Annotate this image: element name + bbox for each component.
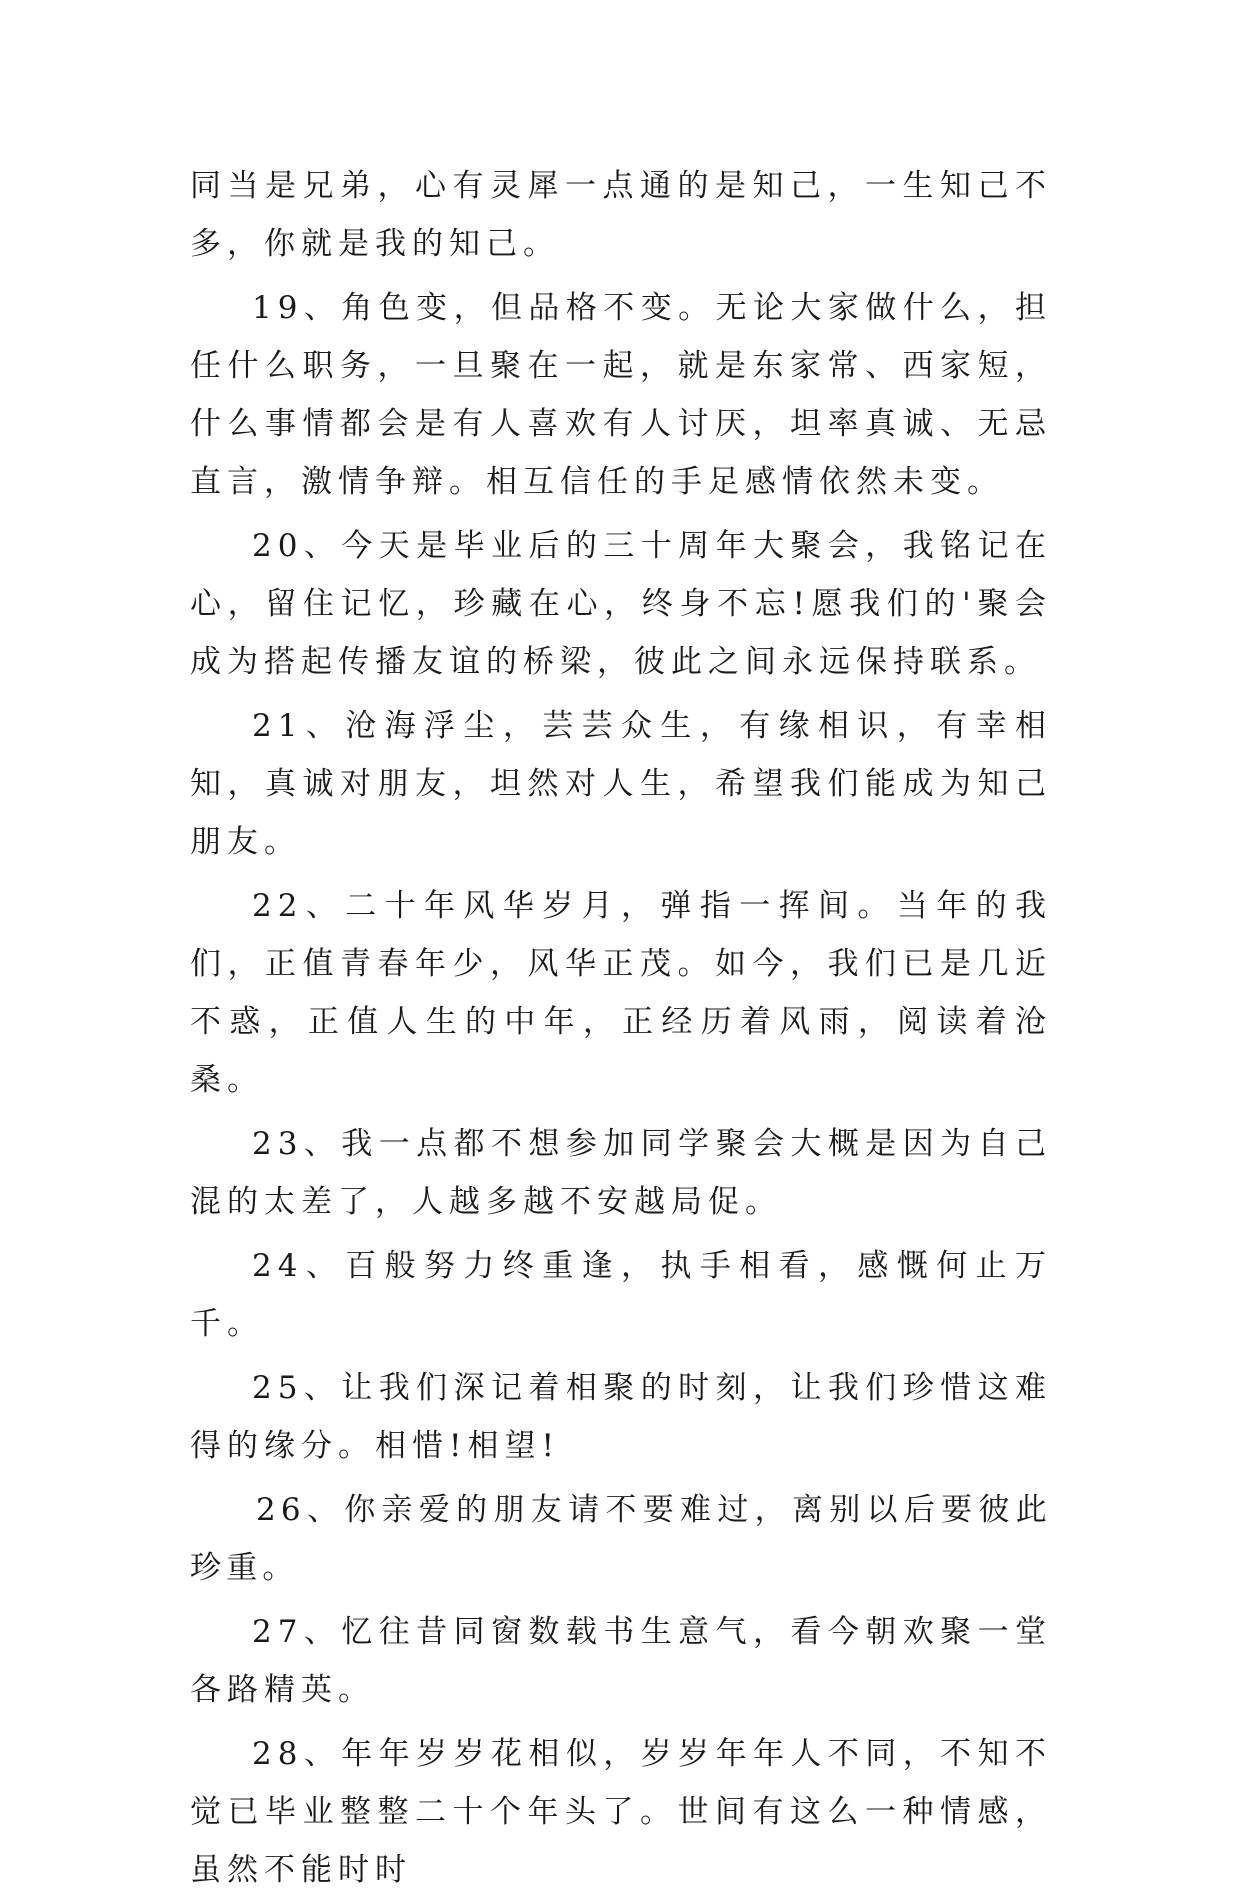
paragraph-28: 28、年年岁岁花相似，岁岁年年人不同，不知不觉已毕业整整二十个年头了。世间有这么一种情感，虽然不能时时	[190, 1736, 1052, 1888]
paragraph-19: 19、角色变，但品格不变。无论大家做什么，担任什么职务，一旦聚在一起，就是东家常、西家短，什么事情都会是有人喜欢有人讨厌，坦率真诚、无忌直言，激情争辩。相互信任的手足感情依然未变。	[190, 290, 1052, 500]
document-body	[190, 157, 1052, 1899]
paragraph-continuation: 同当是兄弟，心有灵犀一点通的是知己，一生知己不多，你就是我的知己。	[190, 168, 1052, 262]
paragraph-24: 24、百般努力终重逢，执手相看，感慨何止万千。	[190, 1248, 1052, 1342]
paragraph-21: 21、沧海浮尘，芸芸众生，有缘相识，有幸相知，真诚对朋友，坦然对人生，希望我们能成为知己朋友。	[190, 708, 1052, 860]
paragraph-20: 20、今天是毕业后的三十周年大聚会，我铭记在心，留住记忆，珍藏在心，终身不忘!愿我们的'聚会成为搭起传播友谊的桥梁，彼此之间永远保持联系。	[190, 528, 1052, 680]
paragraph-23: 23、我一点都不想参加同学聚会大概是因为自己混的太差了，人越多越不安越局促。	[190, 1126, 1052, 1220]
paragraph-26: 26、你亲爱的朋友请不要难过，离别以后要彼此珍重。	[190, 1492, 1052, 1586]
paragraph-27: 27、忆往昔同窗数载书生意气，看今朝欢聚一堂各路精英。	[190, 1614, 1052, 1708]
paragraph-22: 22、二十年风华岁月，弹指一挥间。当年的我们，正值青春年少，风华正茂。如今，我们已是几近不惑，正值人生的中年，正经历着风雨，阅读着沧桑。	[190, 888, 1052, 1098]
paragraph-25: 25、让我们深记着相聚的时刻，让我们珍惜这难得的缘分。相惜!相望!	[190, 1370, 1052, 1464]
